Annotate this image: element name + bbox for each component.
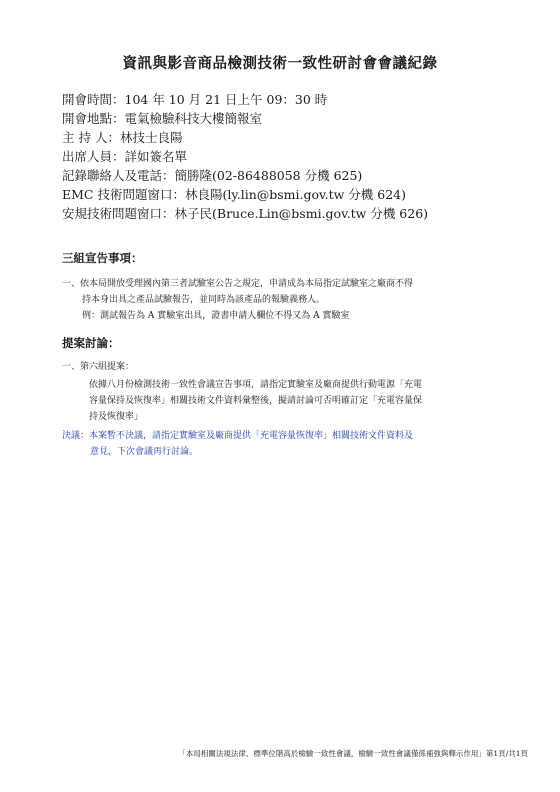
page-footer: 「本局相關法規法律、標準位階高於檢驗一致性會議，檢驗一致性會議僅係補強與釋示作用」第1頁/共1頁 (178, 749, 528, 758)
safety-contact: 安規技術問題窗口：林子民(Bruce.Lin@bsmi.gov.tw 分機 626) (62, 206, 429, 221)
meeting-chair: 主 持 人：林技士良陽 (62, 130, 183, 145)
proposal-body-line-3: 持及恢復率」 (89, 412, 144, 422)
meeting-info (62, 90, 428, 223)
meeting-attendees: 出席人員：詳如簽名單 (62, 149, 188, 164)
meeting-recorder: 記錄聯絡人及電話：簡勝隆(02-86488058 分機 625) (62, 168, 363, 183)
emc-contact: EMC 技術問題窗口：林良陽(ly.lin@bsmi.gov.tw 分機 624) (62, 187, 406, 202)
proposal-item-1: 一、第六組提案： (62, 362, 135, 372)
proposal-body-line-1: 依據八月份檢測技術一致性會議宣告事項，請指定實驗室及廠商提供行動電源「充電 (89, 380, 423, 390)
meeting-time: 開會時間：104 年 10 月 21 日上午 09：30 時 (62, 92, 328, 107)
page-title: 資訊與影音商品檢測技術一致性研討會會議紀錄 (122, 55, 438, 72)
section-announcements-heading: 三組宣告事項： (62, 251, 143, 265)
meeting-place: 開會地點：電氣檢驗科技大樓簡報室 (62, 111, 263, 126)
announcement-item-1-line-1: 一、依本局開放受理國內第三者試驗室公告之規定，申請成為本局指定試驗室之廠商不得 (62, 279, 414, 289)
announcement-example: 例：測試報告為 A 實驗室出具，證書申請人欄位不得又為 A 實驗室 (82, 311, 350, 321)
section-proposals-heading: 提案討論： (62, 336, 120, 350)
resolution-line-1: 決議：本案暫不決議，請指定實驗室及廠商提供「充電容量恢復率」相關技術文件資料及 (62, 431, 414, 441)
announcement-item-1-line-2: 持本身出具之產品試驗報告，並同時為該產品的報驗義務人。 (82, 295, 326, 305)
proposal-body-line-2: 容量保持及恢復率」相關技術文件資料彙整後，擬請討論可否明確訂定「充電容量保 (89, 396, 423, 406)
resolution-line-2: 意見，下次會議再行討論。 (90, 447, 199, 457)
